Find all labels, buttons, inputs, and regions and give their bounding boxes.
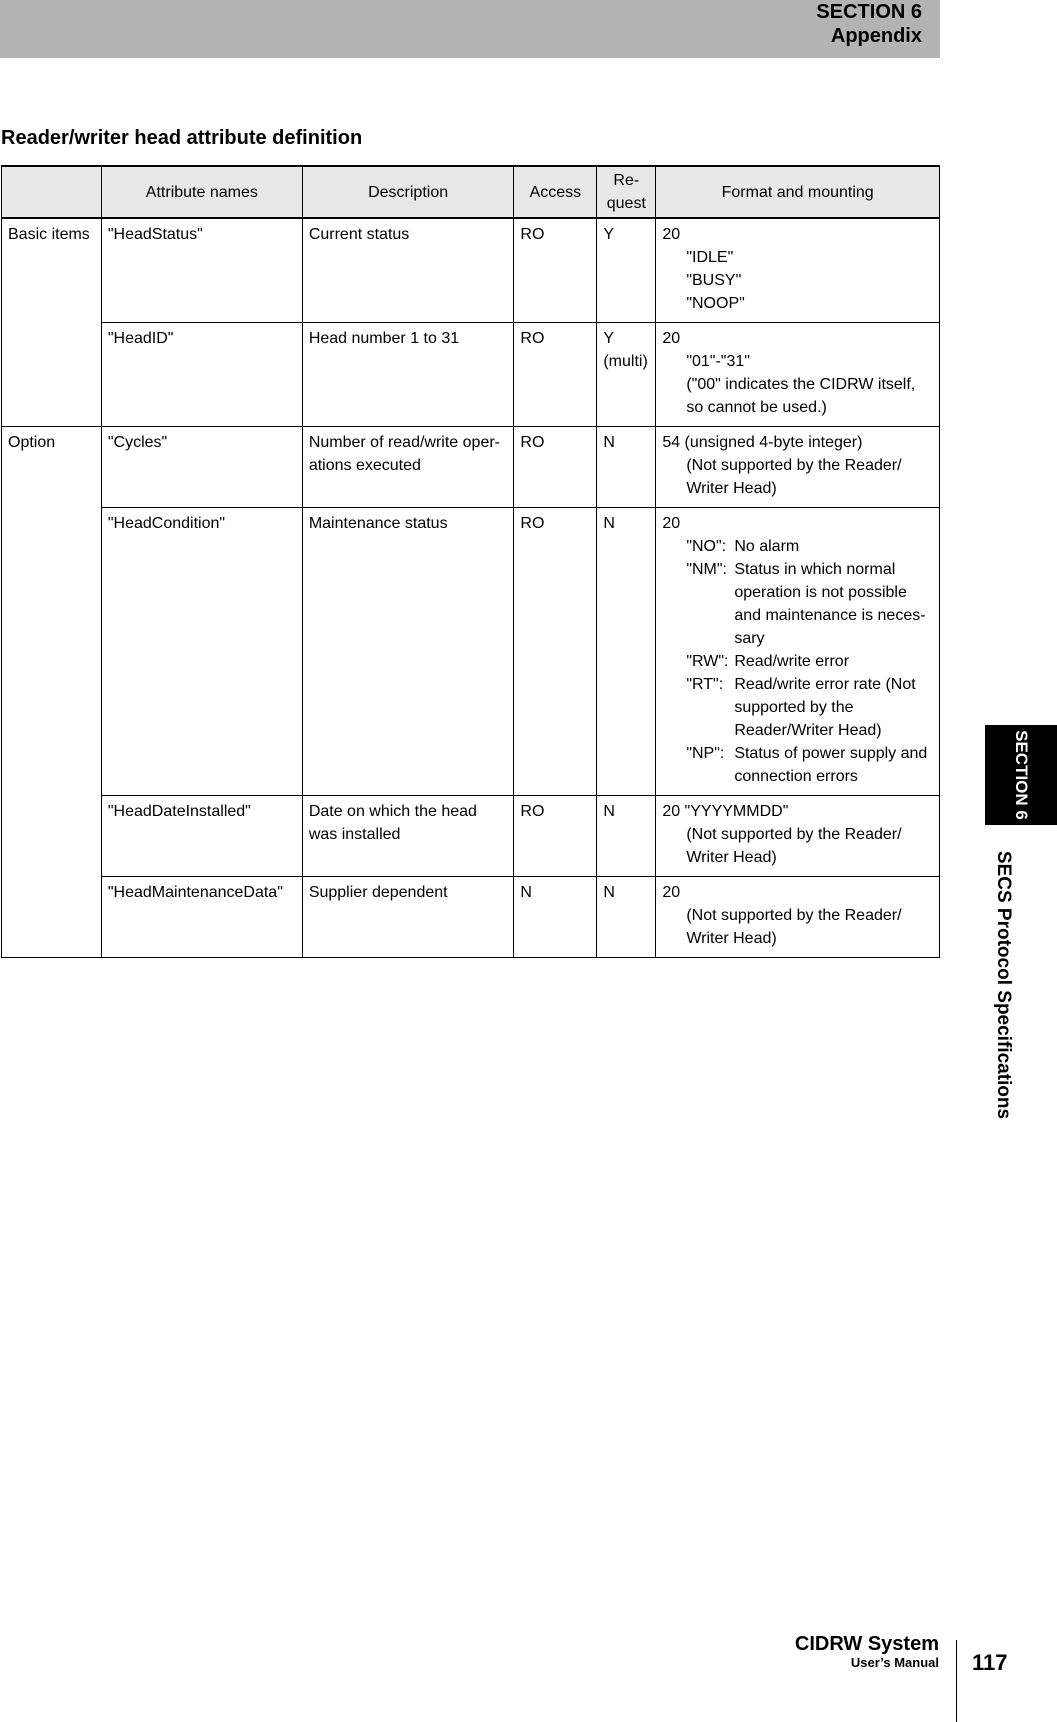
- condition-code: "NP":: [686, 745, 725, 762]
- condition-text: Read/write error rate (Not supported by the Reader/Writer Head): [734, 676, 916, 739]
- condition-entry: [662, 535, 933, 558]
- attribute-format: [656, 877, 940, 958]
- condition-text: Status in which normal operation is not possible and maintenance is neces-sary: [734, 561, 926, 647]
- attribute-request: N: [597, 427, 656, 508]
- page-number: 117: [972, 1650, 1008, 1675]
- table-row: [2, 323, 940, 427]
- footer-system-name: CIDRW System: [794, 1633, 939, 1655]
- header-request-line-1: Re-: [613, 172, 640, 189]
- condition-entry: [662, 742, 933, 788]
- category-option: Option: [2, 427, 102, 958]
- attribute-access: RO: [514, 427, 597, 508]
- header-request: [597, 166, 656, 218]
- attribute-format: [656, 218, 940, 323]
- table-header-row: [2, 166, 940, 218]
- attribute-format: [656, 508, 940, 796]
- header-attribute-names: Attribute names: [101, 166, 302, 218]
- request-note: (multi): [603, 353, 648, 370]
- condition-code: "NM":: [686, 561, 727, 578]
- attribute-access: RO: [514, 218, 597, 323]
- format-line: (Not supported by the Reader/ Writer Head): [686, 826, 902, 866]
- format-line: "BUSY": [686, 272, 742, 289]
- attribute-description: Date on which the head was installed: [302, 796, 514, 877]
- section-header-bar: [0, 0, 940, 58]
- attribute-request: N: [597, 508, 656, 796]
- attribute-access: RO: [514, 508, 597, 796]
- attribute-access: RO: [514, 323, 597, 427]
- attribute-table: [1, 165, 940, 958]
- format-line: "NOOP": [686, 295, 745, 312]
- attribute-name: "Cycles": [101, 427, 302, 508]
- attribute-request: N: [597, 796, 656, 877]
- attribute-request: [597, 323, 656, 427]
- attribute-description: Maintenance status: [302, 508, 514, 796]
- format-line: (Not supported by the Reader/ Writer Head): [686, 907, 902, 947]
- attribute-request: Y: [597, 218, 656, 323]
- category-basic-items: Basic items: [2, 218, 102, 427]
- footer-divider: [956, 1640, 957, 1722]
- section-subtitle: Appendix: [830, 25, 922, 47]
- attribute-request: N: [597, 877, 656, 958]
- format-line: ("00" indicates the CIDRW itself, so cannot be used.): [686, 376, 916, 416]
- footer-manual-label: User’s Manual: [850, 1655, 939, 1670]
- format-main: 20: [662, 884, 681, 901]
- condition-entry: [662, 673, 933, 742]
- section-header: [816, 0, 922, 48]
- format-main: 20: [662, 226, 681, 243]
- condition-code: "RT":: [686, 676, 724, 693]
- attribute-format: [656, 427, 940, 508]
- format-line: "01"-"31": [686, 353, 750, 370]
- header-description: Description: [302, 166, 514, 218]
- side-tab-label: SECTION 6: [1012, 730, 1031, 820]
- condition-entry: [662, 650, 933, 673]
- attribute-format: [656, 323, 940, 427]
- attribute-name: "HeadID": [101, 323, 302, 427]
- condition-code: "RW":: [686, 653, 729, 670]
- table-row: [2, 877, 940, 958]
- condition-code: "NO":: [686, 538, 727, 555]
- format-main: 54 (unsigned 4-byte integer): [662, 434, 863, 451]
- table-row: [2, 796, 940, 877]
- format-line: "IDLE": [686, 249, 734, 266]
- attribute-access: RO: [514, 796, 597, 877]
- attribute-format: [656, 796, 940, 877]
- format-main: 20 "YYYYMMDD": [662, 803, 789, 820]
- section-label: SECTION 6: [816, 1, 922, 23]
- attribute-name: "HeadDateInstalled": [101, 796, 302, 877]
- header-access: Access: [514, 166, 597, 218]
- attribute-name: "HeadStatus": [101, 218, 302, 323]
- attribute-access: N: [514, 877, 597, 958]
- condition-text: Read/write error: [734, 653, 850, 670]
- table-row: [2, 427, 940, 508]
- header-format: Format and mounting: [656, 166, 940, 218]
- attribute-description: Head number 1 to 31: [302, 323, 514, 427]
- format-main: 20: [662, 330, 681, 347]
- attribute-description: Current status: [302, 218, 514, 323]
- attribute-description: Supplier dependent: [302, 877, 514, 958]
- table-row: [2, 218, 940, 323]
- format-line: (Not supported by the Reader/ Writer Head): [686, 457, 902, 497]
- request-value: Y: [603, 330, 614, 347]
- header-category: [2, 166, 102, 218]
- format-main: 20: [662, 515, 681, 532]
- attribute-name: "HeadCondition": [101, 508, 302, 796]
- header-request-line-2: quest: [606, 195, 646, 212]
- condition-text: No alarm: [734, 538, 800, 555]
- condition-text: Status of power supply and connection errors: [734, 745, 928, 785]
- condition-entry: [662, 558, 933, 650]
- attribute-name: "HeadMaintenanceData": [101, 877, 302, 958]
- page-title: Reader/writer head attribute definition: [1, 127, 363, 149]
- table-row: [2, 508, 940, 796]
- side-section-label: SECS Protocol Specifications: [993, 850, 1014, 1120]
- attribute-description: Number of read/write oper-ations executed: [302, 427, 514, 508]
